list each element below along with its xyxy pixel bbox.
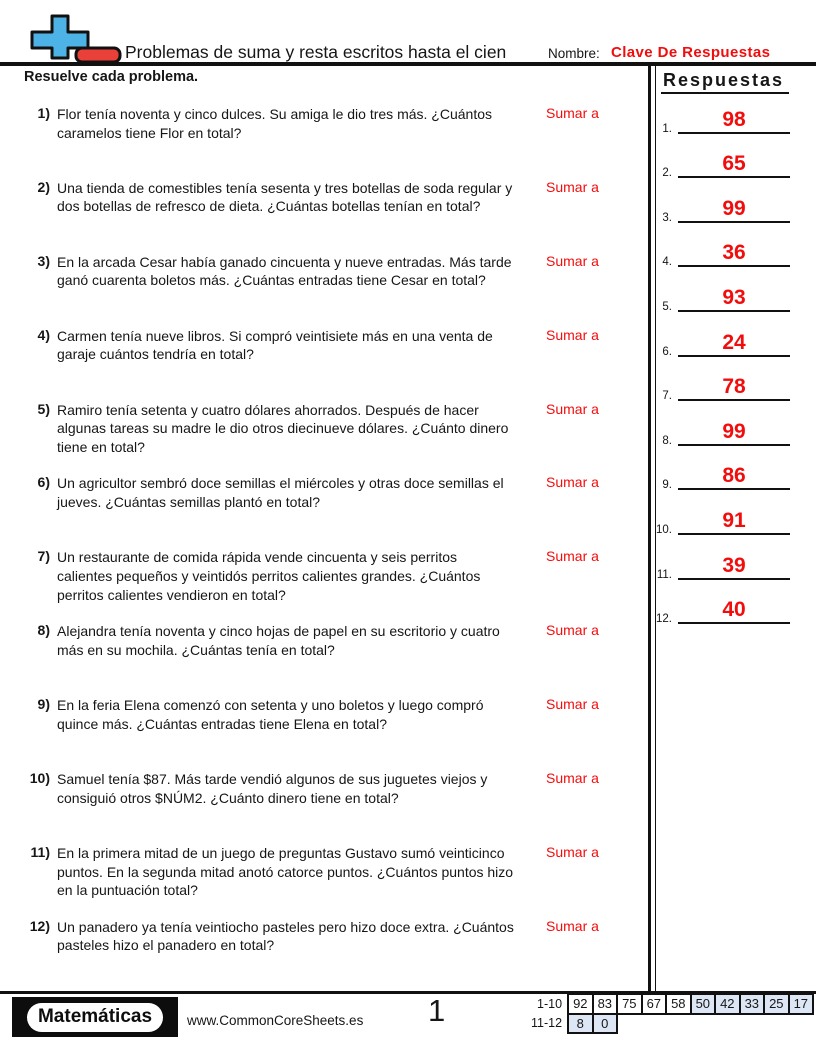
- answer-row: [650, 140, 812, 185]
- problem-text: En la arcada Cesar había ganado cincuenta y nueve entradas. Más tarde ganó cuarenta boletos más. ¿Cuántas entradas tiene Cesar en total?: [57, 253, 512, 289]
- answer-key-label: Clave De Respuestas: [611, 44, 771, 61]
- answer-line: [678, 242, 790, 267]
- answer-number: 1.: [662, 122, 672, 135]
- answer-row: [650, 541, 812, 586]
- grading-cell: 83: [593, 994, 618, 1014]
- answer-row: [650, 184, 812, 229]
- page-title: Problemas de suma y resta escritos hasta el cien: [125, 42, 507, 62]
- answer-number: 5.: [662, 300, 672, 313]
- problem-type-tag: Sumar a: [546, 917, 599, 934]
- problem-type-tag: Sumar a: [546, 696, 599, 713]
- problem-row: [0, 177, 648, 251]
- answer-row: [650, 496, 812, 541]
- answer-number: 9.: [662, 479, 672, 492]
- header-divider: [0, 62, 816, 66]
- grading-cell: 92: [568, 994, 593, 1014]
- problem-text: Alejandra tenía noventa y cinco hojas de papel en su escritorio y cuatro más en su mochila. ¿Cuántas tenía en total?: [57, 623, 500, 658]
- page-number: 1: [428, 993, 446, 1028]
- answer-row: [650, 407, 812, 452]
- grading-cell: 33: [740, 994, 765, 1014]
- grading-row: [531, 1014, 813, 1034]
- answer-line: [678, 465, 790, 490]
- problem-number: 12): [29, 917, 50, 934]
- answer-value: 24: [722, 330, 746, 354]
- answer-line: [678, 376, 790, 401]
- problem-number: 6): [37, 474, 50, 491]
- problem-number: 1): [37, 105, 50, 121]
- answer-row: [650, 452, 812, 497]
- problem-row: [0, 620, 648, 694]
- problem-text: Flor tenía noventa y cinco dulces. Su amiga le dio tres más. ¿Cuántos caramelos tiene Flor en total?: [57, 106, 492, 141]
- answer-number: 3.: [662, 211, 672, 224]
- answer-value: 65: [722, 152, 746, 176]
- problem-row: [0, 399, 648, 473]
- problem-type-tag: Sumar a: [546, 770, 599, 787]
- problem-type-tag: Sumar a: [546, 252, 599, 269]
- answers-list: [650, 95, 812, 630]
- problem-row: [0, 251, 648, 325]
- brand-label: Matemáticas: [27, 1003, 163, 1032]
- problem-number: 4): [37, 326, 50, 343]
- problem-text: Un restaurante de comida rápida vende cincuenta y seis perritos calientes pequeños y veintidós perritos calientes grandes. ¿Cuántos perritos calientes vendieron en total?: [57, 549, 481, 603]
- problem-type-tag: Sumar a: [546, 178, 599, 195]
- problem-row: [0, 103, 648, 177]
- answer-number: 8.: [662, 434, 672, 447]
- problem-number: 11): [30, 843, 50, 860]
- problem-type-tag: Sumar a: [546, 474, 599, 491]
- answer-row: [650, 229, 812, 274]
- problem-number: 3): [37, 252, 50, 269]
- grading-cell: 0: [593, 1014, 618, 1034]
- answer-value: 39: [722, 553, 746, 577]
- answer-line: [678, 555, 790, 580]
- answer-line: [678, 198, 790, 223]
- grading-cell: 25: [764, 994, 789, 1014]
- problem-text: En la primera mitad de un juego de preguntas Gustavo sumó veinticinco puntos. En la segunda mitad anotó catorce puntos. ¿Cuántos puntos hizo en la puntuación total?: [57, 844, 514, 899]
- problem-text: Ramiro tenía setenta y cuatro dólares ahorrados. Después de hacer algunas tareas su madre le dio otros diecinueve dólares. ¿Cuánto dinero tiene en total?: [57, 401, 509, 455]
- answer-row: [650, 95, 812, 140]
- site-url: www.CommonCoreSheets.es: [187, 1013, 364, 1028]
- grading-table: [531, 993, 814, 1034]
- answer-value: 93: [722, 285, 746, 309]
- name-label: Nombre:: [548, 46, 600, 61]
- answer-value: 91: [722, 508, 746, 532]
- answers-title: Respuestas: [661, 70, 789, 94]
- answer-number: 11.: [656, 568, 672, 581]
- grading-row: [531, 994, 813, 1014]
- problem-text: Un agricultor sembró doce semillas el miércoles y otras doce semillas el jueves. ¿Cuántas semillas plantó en total?: [57, 475, 504, 511]
- problem-row: [0, 916, 648, 990]
- grading-cell: 42: [715, 994, 740, 1014]
- grading-cell: 50: [691, 994, 716, 1014]
- answer-number: 4.: [662, 256, 672, 269]
- problem-text: En la feria Elena comenzó con setenta y uno boletos y luego compró quince más. ¿Cuántas entradas tiene Elena en total?: [57, 697, 484, 732]
- answer-line: [678, 332, 790, 357]
- grading-cell: 75: [617, 994, 642, 1014]
- grading-cell: 17: [789, 994, 814, 1014]
- answer-value: 78: [722, 375, 746, 399]
- answer-value: 99: [722, 196, 746, 220]
- problem-text: Carmen tenía nueve libros. Si compró veintisiete más en una venta de garaje cuántos tendría en total?: [57, 327, 493, 363]
- answer-line: [678, 109, 790, 134]
- problem-row: [0, 842, 648, 916]
- answer-line: [678, 421, 790, 446]
- problem-type-tag: Sumar a: [546, 326, 599, 343]
- answer-line: [678, 287, 790, 312]
- grading-cell: 67: [642, 994, 667, 1014]
- problem-type-tag: Sumar a: [546, 622, 599, 639]
- problem-row: [0, 546, 648, 620]
- brand-logo: [12, 997, 178, 1037]
- grading-cell: 8: [568, 1014, 593, 1034]
- answer-number: 7.: [662, 390, 672, 403]
- problem-text: Una tienda de comestibles tenía sesenta y tres botellas de soda regular y dos botellas de refresco de dieta. ¿Cuántas botellas tenían en total?: [57, 179, 513, 215]
- answer-line: [678, 153, 790, 178]
- problem-row: [0, 325, 648, 399]
- answer-number: 6.: [662, 345, 672, 358]
- problem-row: [0, 694, 648, 768]
- problem-text: Samuel tenía $87. Más tarde vendió algunos de sus juguetes viejos y consiguió otros $NÚM2. ¿Cuánto dinero tiene en total?: [57, 771, 488, 806]
- answer-value: 36: [722, 241, 746, 265]
- problem-type-tag: Sumar a: [546, 548, 599, 565]
- problem-number: 9): [37, 696, 50, 713]
- problem-number: 7): [37, 548, 50, 565]
- plus-minus-icon: [30, 12, 122, 66]
- instruction-text: Resuelve cada problema.: [24, 69, 199, 85]
- problem-text: Un panadero ya tenía veintiocho pasteles pero hizo doce extra. ¿Cuántos pasteles hizo el panadero en total?: [57, 918, 514, 954]
- problem-row: [0, 472, 648, 546]
- answer-row: [650, 363, 812, 408]
- answer-value: 99: [722, 419, 746, 443]
- problem-type-tag: Sumar a: [546, 843, 599, 860]
- problem-number: 2): [37, 178, 50, 195]
- answer-row: [650, 273, 812, 318]
- answer-number: 10.: [656, 523, 672, 536]
- answer-line: [678, 599, 790, 624]
- answer-value: 98: [722, 107, 746, 131]
- answer-value: 86: [722, 464, 746, 488]
- grading-row-label: 11-12: [531, 1016, 563, 1031]
- problem-number: 10): [29, 770, 50, 787]
- grading-row-label: 1-10: [537, 996, 563, 1011]
- problem-row: [0, 768, 648, 842]
- problem-type-tag: Sumar a: [546, 105, 599, 121]
- problem-number: 5): [37, 400, 50, 417]
- grading-cell: 58: [666, 994, 691, 1014]
- answer-row: [650, 586, 812, 631]
- problems-list: [0, 103, 648, 990]
- problem-type-tag: Sumar a: [546, 400, 599, 417]
- answer-row: [650, 318, 812, 363]
- problem-number: 8): [37, 622, 50, 639]
- answer-value: 40: [722, 598, 746, 622]
- answer-number: 12.: [656, 613, 672, 626]
- answer-line: [678, 510, 790, 535]
- answer-number: 2.: [662, 167, 672, 180]
